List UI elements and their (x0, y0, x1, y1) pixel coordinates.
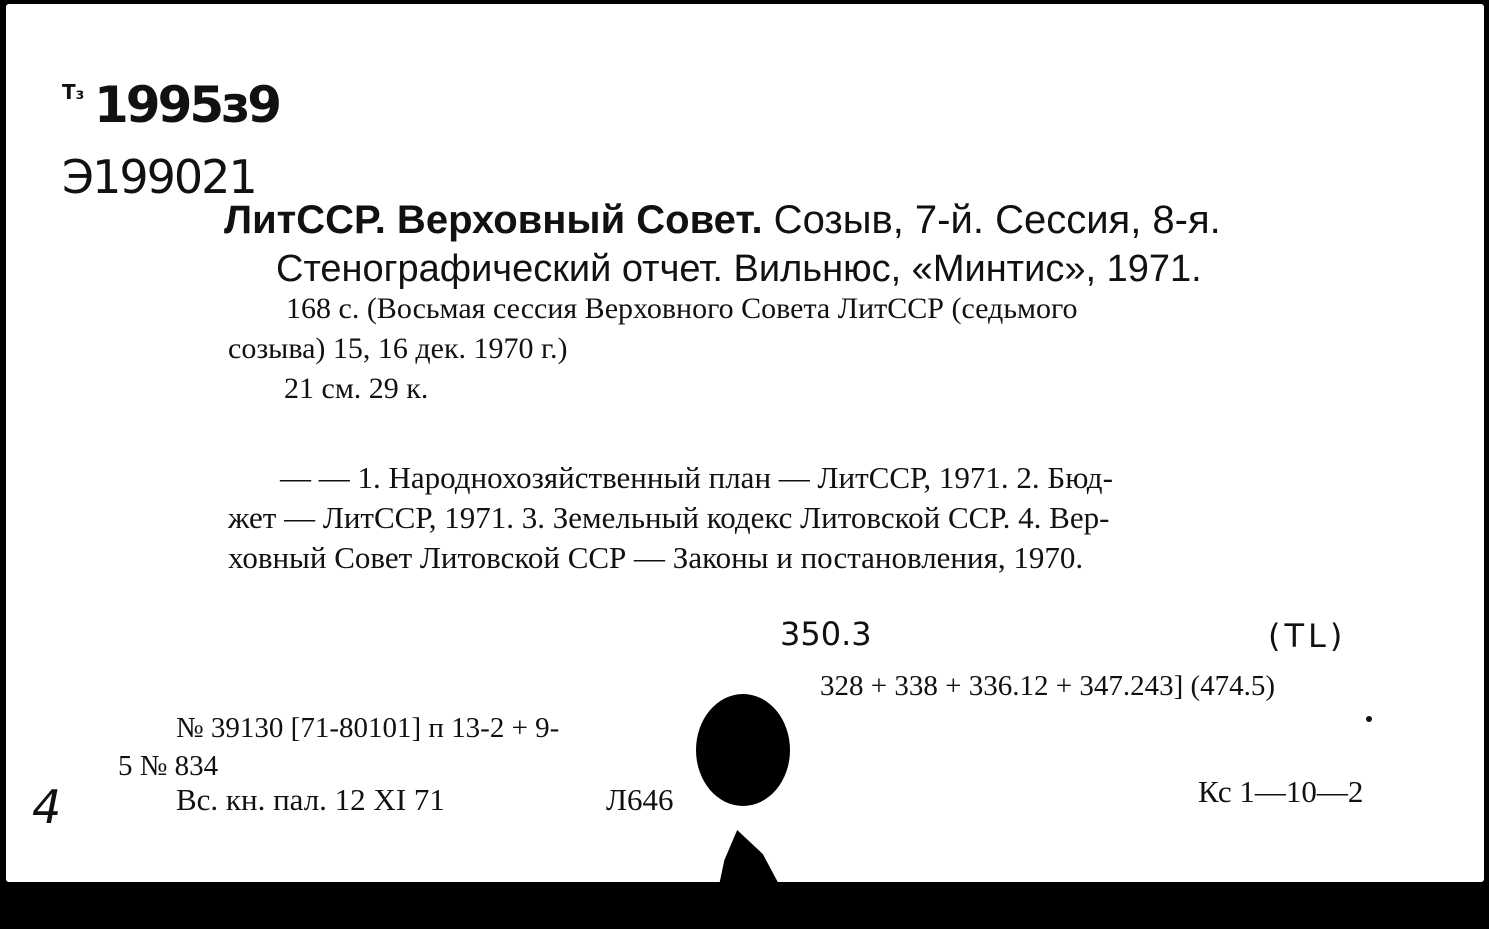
chamber-date: Вс. кн. пал. 12 XI 71 (176, 782, 445, 817)
handwritten-number-1: 1995з9 (94, 76, 280, 134)
entry-heading-rest: Созыв, 7-й. Сессия, 8-я. (762, 198, 1221, 242)
entry-title-line: Стенографический отчет. Вильнюс, «Минтис», 1971. (276, 248, 1202, 290)
handwritten-language-code: (TL) (1268, 617, 1347, 655)
entry-heading (224, 200, 1221, 240)
subjects-line-2: жет — ЛитССР, 1971. 3. Земельный кодекс Литовской ССР. 4. Вер- (228, 500, 1110, 535)
handwritten-number-2: Э199021 (62, 150, 256, 204)
copies-count: 5 № 834 (118, 750, 219, 782)
torn-edge (718, 830, 782, 882)
catalog-card (6, 4, 1484, 882)
entry-description-1: 168 с. (Восьмая сессия Верховного Совета ЛитССР (седьмого (286, 292, 1078, 325)
subjects-line-1: — — 1. Народнохозяйственный план — ЛитССР, 1971. 2. Бюд- (280, 460, 1113, 495)
scan-background (0, 884, 1489, 929)
print-code: Л646 (606, 782, 674, 817)
entry-description-2: созыва) 15, 16 дек. 1970 г.) (228, 332, 568, 365)
subjects-line-3: ховный Совет Литовской ССР — Законы и постановления, 1970. (228, 540, 1084, 575)
handwritten-prefix: Т₃ (62, 80, 85, 104)
handwritten-side-mark: 4 (32, 780, 62, 834)
entry-description-3: 21 см. 29 к. (284, 372, 429, 405)
classification-numbers: 328 + 338 + 336.12 + 347.243] (474.5) (820, 670, 1276, 702)
handwritten-class-code: 350.3 (780, 615, 872, 653)
kc-code: Кс 1—10—2 (1198, 774, 1364, 809)
punched-hole (696, 694, 790, 806)
ink-speck (1366, 716, 1372, 722)
entry-heading-bold: ЛитССР. Верховный Совет. (224, 198, 763, 242)
order-number: № 39130 [71-80101] п 13-2 + 9- (176, 712, 560, 744)
